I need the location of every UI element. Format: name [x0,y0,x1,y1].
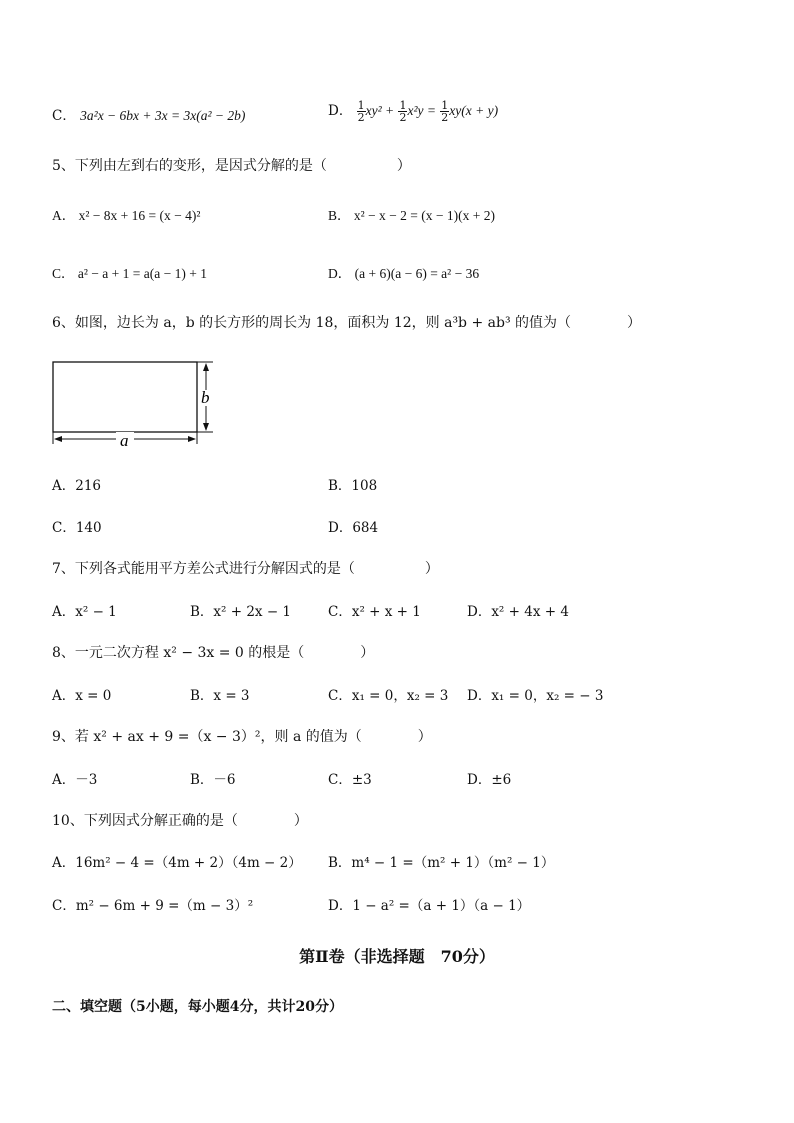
q10-option-a: A．16m² − 4 =（4m + 2）（4m − 2） [52,855,302,871]
arrow-right-icon [188,436,196,442]
q6-option-b: B．108 [328,478,378,494]
option-expression: x²y = [407,103,436,118]
rectangle [53,362,197,432]
q9-option-a: A．－3 [52,772,98,788]
label-a: a [120,431,129,450]
q9-option-b: B．－6 [190,772,236,788]
section-2-subtitle: 二、填空题（5小题，每小题4分，共计20分） [52,999,343,1015]
question-8-stem: 8、一元二次方程 x² − 3x = 0 的根是（ ） [52,645,375,661]
q5-option-c: C． a² − a + 1 = a(a − 1) + 1 [52,266,207,281]
q9-option-c: C．±3 [328,772,372,788]
option-expression: xy² + [365,103,395,118]
q8-option-a: A．x = 0 [52,688,112,704]
q6-option-c: C．140 [52,520,102,536]
fraction-half: $\frac{1}{2}$ [441,99,449,124]
q5-option-d: D． (a + 6)(a − 6) = a² − 36 [328,266,480,281]
question-6-stem: 6、如图，边长为 a，b 的长方形的周长为 18，面积为 12，则 a³b + ab³ 的值为（ ） [52,315,642,331]
rectangle-figure [48,356,223,452]
q8-option-b: B．x = 3 [190,688,250,704]
question-5-stem: 5、下列由左到右的变形，是因式分解的是（ ） [52,158,411,174]
option-label: C． [52,108,76,124]
q6-option-d: D．684 [328,520,379,536]
arrow-left-icon [54,436,62,442]
q7-option-c: C．x² + x + 1 [328,604,421,620]
q9-option-d: D．±6 [467,772,512,788]
q4-option-d [328,100,498,123]
question-9-stem: 9、若 x² + ax + 9 =（x − 3）²，则 a 的值为（ ） [52,729,432,745]
option-expression: xy(x + y) [449,103,499,118]
option-label: D． [328,103,353,119]
q6-option-a: A．216 [52,478,102,494]
q10-option-d: D．1 − a² =（a + 1）（a − 1） [328,898,531,914]
q8-option-d: D．x₁ = 0，x₂ = − 3 [467,688,604,704]
q10-option-b: B．m⁴ − 1 =（m² + 1）（m² − 1） [328,855,555,871]
label-b: b [201,388,210,407]
q7-option-d: D．x² + 4x + 4 [467,604,569,620]
option-expression: 3a²x − 6bx + 3x = 3x(a² − 2b) [80,108,246,123]
section-2-title: 第Ⅱ卷（非选择题 70分） [299,947,495,966]
arrow-up-icon [203,363,209,371]
q4-option-c [52,106,245,126]
q7-option-b: B．x² + 2x − 1 [190,604,292,620]
q5-option-b: B． x² − x − 2 = (x − 1)(x + 2) [328,208,495,223]
fraction-half: $\frac{1}{2}$ [399,99,407,124]
q7-option-a: A．x² − 1 [52,604,117,620]
arrow-down-icon [203,423,209,431]
q10-option-c: C．m² − 6m + 9 =（m − 3）² [52,898,254,914]
q8-option-c: C．x₁ = 0，x₂ = 3 [328,688,449,704]
fraction-half: $\frac{1}{2}$ [357,99,365,124]
question-7-stem: 7、下列各式能用平方差公式进行分解因式的是（ ） [52,561,439,577]
question-10-stem: 10、下列因式分解正确的是（ ） [52,813,308,829]
q5-option-a: A． x² − 8x + 16 = (x − 4)² [52,208,201,223]
